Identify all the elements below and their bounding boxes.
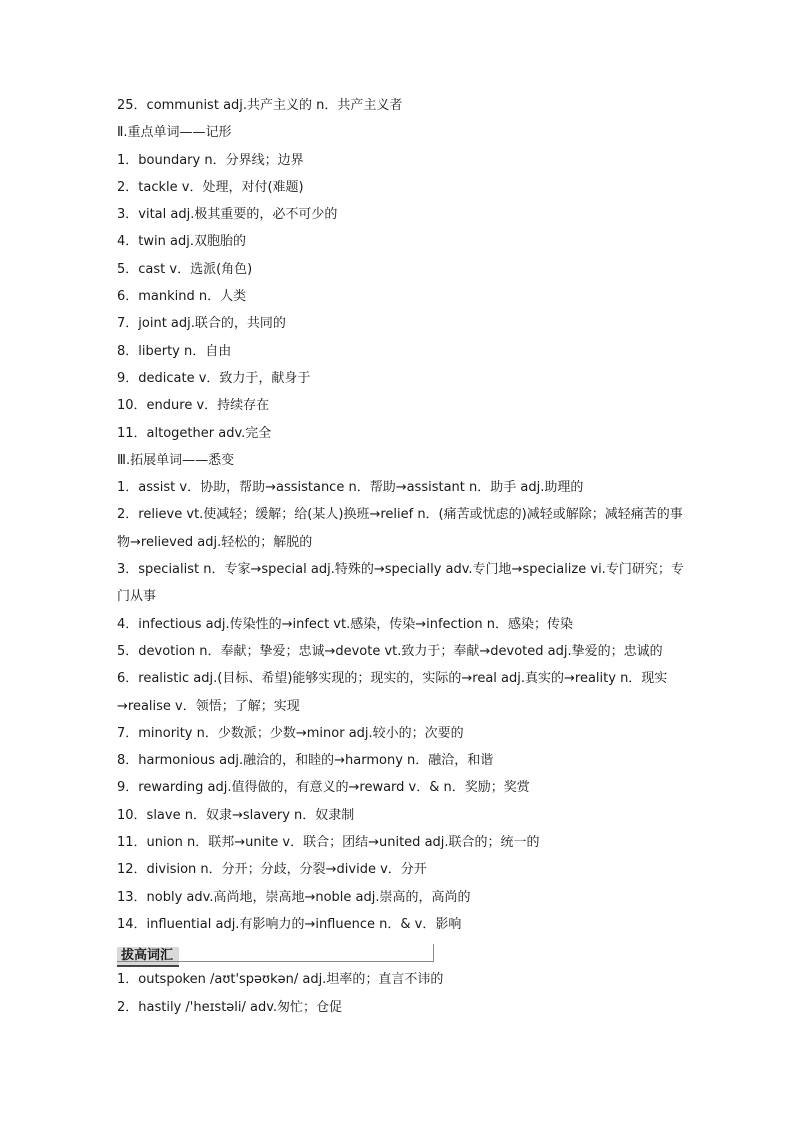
vocab-entry: 4．twin adj.双胞胎的 xyxy=(117,234,246,250)
vocab-entry: 3．vital adj.极其重要的，必不可少的 xyxy=(117,207,338,223)
banner-tick xyxy=(433,944,434,962)
vocab-entry: 9．rewarding adj.值得做的，有意义的→reward v．& n．奖励；奖赏 xyxy=(117,780,530,796)
banner-rule xyxy=(117,961,434,962)
section-heading-key-words: Ⅱ.重点单词——记形 xyxy=(117,125,232,141)
vocab-entry: 2．hastily /'heɪstəli/ adv.匆忙；仓促 xyxy=(117,999,343,1015)
advanced-words-list xyxy=(117,966,687,1021)
banner-label: 拔高词汇 xyxy=(117,947,179,967)
vocab-entry: 6．mankind n．人类 xyxy=(117,289,247,305)
vocab-entry: 2．relieve vt.使减轻；缓解；给(某人)换班→relief n．(痛苦或忧虑的)减轻或解除；减轻痛苦的事物→relieved adj.轻松的；解脱的 xyxy=(117,507,683,550)
vocab-entry: 3．specialist n．专家→special adj.特殊的→specially adv.专门地→specialize vi.专门研究；专门从事 xyxy=(117,562,684,605)
vocab-entry: 11．altogether adv.完全 xyxy=(117,425,272,441)
vocab-entry: 25．communist adj.共产主义的 n．共产主义者 xyxy=(117,98,403,113)
vocab-entry: 14．influential adj.有影响力的→influence n．& v．影响 xyxy=(117,916,462,932)
vocab-entry: 1．assist v．协助，帮助→assistance n．帮助→assistant n．助手 adj.助理的 xyxy=(117,480,584,496)
vocab-entry: 12．division n．分开；分歧，分裂→divide v．分开 xyxy=(117,862,427,878)
derived-words-list xyxy=(117,474,687,938)
vocab-entry: 10．slave n．奴隶→slavery n．奴隶制 xyxy=(117,807,355,823)
vocab-entry: 1．boundary n．分界线；边界 xyxy=(117,152,304,168)
vocab-entry: 5．cast v．选派(角色) xyxy=(117,261,253,277)
vocab-entry: 11．union n．联邦→unite v．联合；团结→united adj.联合的；统一的 xyxy=(117,835,540,851)
vocab-entry: 10．endure v．持续存在 xyxy=(117,398,270,414)
vocab-entry: 5．devotion n．奉献；挚爱；忠诚→devote vt.致力于；奉献→devoted adj.挚爱的；忠诚的 xyxy=(117,643,663,659)
vocab-entry: 13．nobly adv.高尚地，崇高地→noble adj.崇高的，高尚的 xyxy=(117,889,471,905)
vocab-entry: 7．minority n．少数派；少数→minor adj.较小的；次要的 xyxy=(117,725,464,741)
vocab-entry: 9．dedicate v．致力于，献身于 xyxy=(117,370,311,386)
key-words-list xyxy=(117,147,687,447)
vocab-entry: 8．harmonious adj.融洽的，和睦的→harmony n．融洽，和谐 xyxy=(117,753,494,769)
section-heading-derived-words: Ⅲ.拓展单词——悉变 xyxy=(117,452,235,468)
advanced-vocab-banner xyxy=(117,944,687,962)
vocab-entry: 2．tackle v．处理，对付(难题) xyxy=(117,179,304,195)
vocab-entry: 7．joint adj.联合的，共同的 xyxy=(117,316,286,332)
vocab-entry: 8．liberty n．自由 xyxy=(117,343,232,359)
vocab-entry: 1．outspoken /aʊt'spəʊkən/ adj.坦率的；直言不讳的 xyxy=(117,972,444,988)
document-page xyxy=(117,92,687,1021)
vocab-entry: 4．infectious adj.传染性的→infect vt.感染，传染→infection n．感染；传染 xyxy=(117,616,573,632)
vocab-entry: 6．realistic adj.(目标、希望)能够实现的；现实的，实际的→real adj.真实的→reality n．现实→realise v．领悟；了解；实现 xyxy=(117,671,668,714)
